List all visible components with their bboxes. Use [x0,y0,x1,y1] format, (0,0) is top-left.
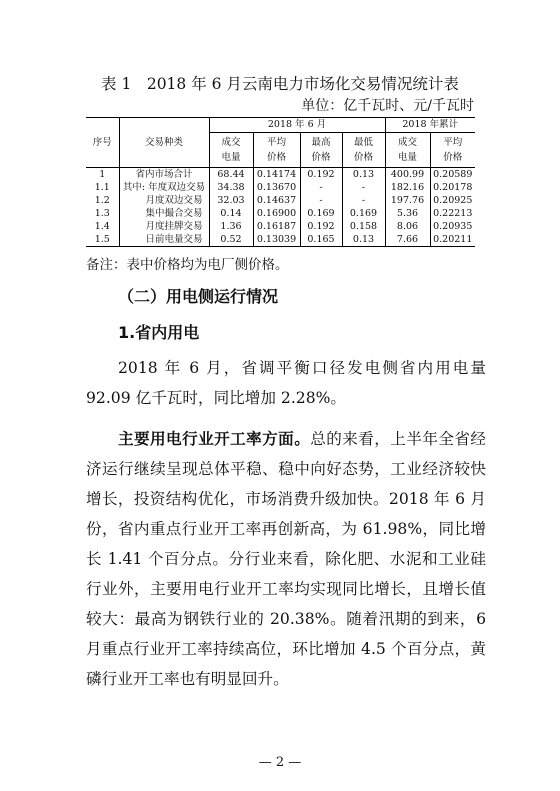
cell-type: 省内市场合计 [119,168,209,182]
cell-cum-volume: 182.16 [385,181,430,194]
cell-month-volume: 68.44 [209,168,253,182]
subsection-heading: 1.省内用电 [118,323,200,342]
cell-type: 月度双边交易 [119,194,209,207]
table-row [86,233,475,247]
cell-cum-avg: 0.20935 [433,220,473,232]
paragraph-electricity-usage: 2018 年 6 月，省调平衡口径发电侧省内用电量 92.09 亿千瓦时，同比增加 2.28%。 [86,359,486,407]
cell-month-avg: 0.16900 [253,207,300,220]
cell-index: 1.5 [86,233,119,247]
table-row [86,168,475,182]
cell-cum-volume: 5.36 [385,207,430,220]
cell-month-volume: 0.52 [209,233,253,247]
cell-month-min: 0.158 [342,220,385,233]
table-row [86,181,475,194]
header-group-month: 2018 年 6 月 [209,118,385,133]
header-month-volume: 成交 电量 [209,133,253,168]
header-group-cumulative: 2018 年累计 [385,118,475,133]
table-row [86,194,475,207]
header-cum-volume: 成交 电量 [385,133,430,168]
header-month-avg: 平均 价格 [253,133,300,168]
cell-index: 1.1 [86,181,119,194]
cell-month-max: 0.192 [300,168,342,182]
cell-cum-volume: 400.99 [385,168,430,182]
paragraph-body: 总的来看，上半年全省经济运行继续呈现总体平稳、稳中向好态势，工业经济较快增长，投资结构优化，市场消费升级加快。2018 年 6 月份，省内重点行业开工率再创新高，为 61.98%，同比增长 1.41 个百分点。分行业来看，除化肥、水泥和工业硅行业外，主要用电行业开工率均实现同比增长，且增长值较大：最高为钢铁行业的 20.38%。随着汛期的到来，6 月重点行业开工率持续高位，环比增加 4.5 个百分点，黄磷行业开工率也有明显回升。 [86,430,486,688]
cell-cum-avg: 0.20178 [433,181,473,193]
cell-month-max: - [300,181,342,194]
table-unit: 单位：亿千瓦时、元/千瓦时 [301,98,474,114]
cell-cum-avg: 0.20589 [433,168,473,180]
cell-index: 1 [86,168,119,182]
table-row [86,220,475,233]
cell-cum-volume: 7.66 [385,233,430,247]
cell-month-avg: 0.13039 [253,233,300,247]
cell-month-min: - [342,181,385,194]
header-month-max: 最高 价格 [300,133,342,168]
cell-index: 1.2 [86,194,119,207]
cell-month-volume: 1.36 [209,220,253,233]
market-trading-table [86,117,475,247]
cell-type: 其中: 年度双边交易 [119,181,209,194]
cell-cum-volume: 8.06 [385,220,430,233]
cell-month-max: - [300,194,342,207]
cell-month-volume: 32.03 [209,194,253,207]
table-row [86,207,475,220]
section-heading: （二）用电侧运行情况 [118,287,279,306]
cell-type: 集中撮合交易 [119,207,209,220]
header-type: 交易种类 [119,118,209,168]
table-caption: 表 1 2018 年 6 月云南电力市场化交易情况统计表 [101,75,459,93]
cell-index: 1.3 [86,207,119,220]
header-index: 序号 [86,118,119,168]
cell-month-max: 0.165 [300,233,342,247]
cell-month-max: 0.169 [300,207,342,220]
cell-month-min: 0.13 [342,168,385,182]
header-cum-avg: 平均 价格 [430,133,475,168]
cell-month-volume: 34.38 [209,181,253,194]
table-header-row-1 [86,118,475,133]
cell-month-avg: 0.14174 [253,168,300,182]
cell-cum-volume: 197.76 [385,194,430,207]
table-note: 备注：表中价格均为电厂侧价格。 [86,257,289,273]
cell-cum-avg: 0.20925 [433,194,473,206]
cell-month-min: - [342,194,385,207]
page-number: — 2 — [258,755,302,770]
paragraph-industry-operating-rate [86,424,486,694]
header-month-min: 最低 价格 [342,133,385,168]
cell-month-avg: 0.13670 [253,181,300,194]
cell-cum-avg: 0.20211 [430,233,475,247]
cell-month-avg: 0.14637 [253,194,300,207]
cell-month-volume: 0.14 [209,207,253,220]
cell-month-min: 0.13 [342,233,385,247]
cell-month-min: 0.169 [342,207,385,220]
cell-index: 1.4 [86,220,119,233]
cell-type: 月度挂牌交易 [119,220,209,233]
cell-month-max: 0.192 [300,220,342,233]
paragraph-lead: 主要用电行业开工率方面。 [118,430,311,448]
cell-cum-avg: 0.22213 [433,207,473,219]
cell-month-avg: 0.16187 [253,220,300,233]
cell-type: 日前电量交易 [119,233,209,247]
